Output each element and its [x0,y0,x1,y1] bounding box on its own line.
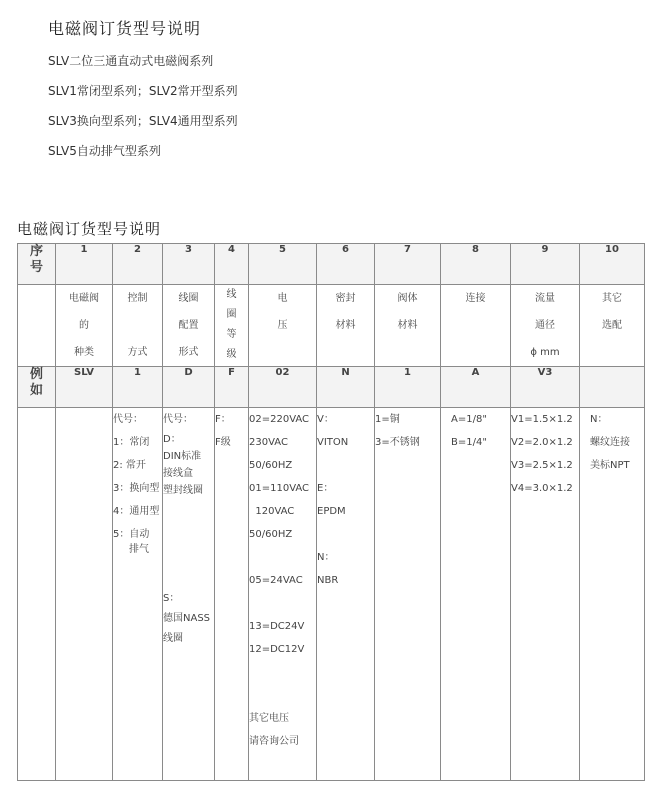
desc-line: 选配 [602,320,622,331]
table-title: 电磁阀订货型号说明 [17,220,162,238]
column-number: 6 [317,244,375,285]
example-value: 1 [113,367,163,408]
spacer [249,546,316,569]
model-code-table [17,243,645,781]
column-number: 4 [215,244,249,285]
option-line: S： [163,593,180,604]
option-line: 德国NASS [163,613,211,624]
blank-cell [56,408,113,781]
desc-line: 方式 [127,347,148,358]
option-line: V： [317,414,334,425]
option-line: 5：自动 [113,529,150,540]
header-row [18,244,645,285]
desc-line: 种类 [74,347,94,358]
options-body [375,408,441,781]
desc-line: 电磁阀 [69,293,99,304]
desc-line: 密封 [335,293,356,304]
spacer [249,592,316,615]
option-line: EPDM [317,506,346,517]
option-line: F： [215,414,231,425]
column-number: 9 [511,244,580,285]
option-line: 美标NPT [590,460,630,471]
option-line: 13=DC24V [249,621,305,632]
column-number: 2 [113,244,163,285]
option-line: 1：常闭 [113,437,150,448]
example-value: D [163,367,215,408]
desc-line: 等 [226,329,237,340]
option-line: 3：换向型 [113,483,160,494]
example-row [18,367,645,408]
desc-line: 形式 [178,347,199,358]
desc-line: 材料 [397,320,418,331]
intro-line: SLV二位三通直动式电磁阀系列 [48,54,214,68]
option-line: N： [317,552,335,563]
desc-cell-connection [441,285,511,367]
desc-line: 其它 [602,293,622,304]
spacer [249,661,316,707]
desc-cell-type [56,285,113,367]
desc-line: 控制 [127,293,148,304]
intro-section [48,16,238,173]
example-value: N [317,367,375,408]
option-line: A=1/8" [451,414,487,425]
option-line: 120VAC [249,506,295,517]
option-line: 1=铜 [375,414,400,425]
spacer [163,499,214,589]
desc-line: 连接 [465,293,486,304]
example-value: SLV [56,367,113,408]
option-line: V3=2.5×1.2 [511,460,573,471]
desc-cell-voltage [249,285,317,367]
option-line: 代号： [113,414,143,425]
desc-cell-coil [163,285,215,367]
example-value: 1 [375,367,441,408]
option-line: 螺纹连接 [590,437,630,448]
option-line: N： [590,414,608,425]
options-voltage [249,408,317,781]
option-line: 请咨询公司 [249,736,299,747]
example-value: V3 [511,367,580,408]
option-line: 接线盒 [163,468,193,479]
desc-cell-options [580,285,645,367]
options-extra [580,408,645,781]
desc-cell-coil-class [215,285,249,367]
blank-cell [18,285,56,367]
desc-line: 压 [277,320,288,331]
example-value: 02 [249,367,317,408]
desc-line: ϕ mm [530,347,560,358]
options-row [18,408,645,781]
seq-label: 号 [29,260,43,275]
desc-cell-body [375,285,441,367]
intro-line: SLV1常闭型系列；SLV2常开型系列 [48,84,238,98]
intro-heading: 电磁阀订货型号说明 [48,19,202,38]
option-line: B=1/4" [451,437,487,448]
option-line [317,454,374,477]
options-control [113,408,163,781]
option-line: V2=2.0×1.2 [511,437,573,448]
options-orifice [511,408,580,781]
option-line: 01=110VAC [249,483,310,494]
example-label-cell [18,367,56,408]
desc-line [113,312,162,339]
option-line: 4：通用型 [113,506,160,517]
desc-cell-seal [317,285,375,367]
option-line: V4=3.0×1.2 [511,483,573,494]
desc-line: 的 [79,320,89,331]
example-label: 例 [29,367,43,382]
option-line [317,523,374,546]
option-line: F级 [215,437,231,448]
option-line: 其它电压 [249,713,289,724]
option-line: 50/60HZ [249,460,293,471]
option-line: 线圈 [163,633,183,644]
desc-line: 线圈 [178,293,199,304]
description-row [18,285,645,367]
seq-label-cell [18,244,56,285]
desc-cell-orifice [511,285,580,367]
option-line: VITON [317,437,349,448]
option-line: D： [163,434,181,445]
option-line: 230VAC [249,437,288,448]
options-coil [163,408,215,781]
option-line: 3=不锈钢 [375,437,420,448]
desc-line: 阀体 [397,293,418,304]
example-label: 如 [29,383,43,398]
desc-line: 线 [226,289,237,300]
desc-line: 流量 [535,293,555,304]
option-line: DIN标准 [163,451,202,462]
option-line: 50/60HZ [249,529,293,540]
intro-line: SLV5自动排气型系列 [48,144,161,158]
desc-line: 通径 [535,320,555,331]
option-line: 05=24VAC [249,575,303,586]
option-line: NBR [317,575,339,586]
blank-cell [18,408,56,781]
desc-line: 圈 [226,309,237,320]
desc-line: 级 [226,349,237,360]
option-line: 代号： [163,414,193,425]
desc-line: 配置 [178,320,199,331]
option-line: 2: 常开 [113,460,146,471]
desc-cell-control [113,285,163,367]
intro-line: SLV3换向型系列；SLV4通用型系列 [48,114,238,128]
options-connection [441,408,511,781]
option-line: 02=220VAC [249,414,310,425]
options-seal [317,408,375,781]
options-coil-class [215,408,249,781]
column-number: 5 [249,244,317,285]
example-value [580,367,645,408]
option-line: 12=DC12V [249,644,305,655]
column-number: 1 [56,244,113,285]
column-number: 10 [580,244,645,285]
seq-label: 序 [29,244,43,259]
option-line: 排气 [129,544,149,555]
column-number: 7 [375,244,441,285]
desc-line: 材料 [335,320,356,331]
option-line: 塑封线圈 [163,485,203,496]
example-value: A [441,367,511,408]
example-value: F [215,367,249,408]
option-line: V1=1.5×1.2 [511,414,573,425]
option-line: E： [317,483,334,494]
column-number: 8 [441,244,511,285]
column-number: 3 [163,244,215,285]
desc-line: 电 [277,293,288,304]
